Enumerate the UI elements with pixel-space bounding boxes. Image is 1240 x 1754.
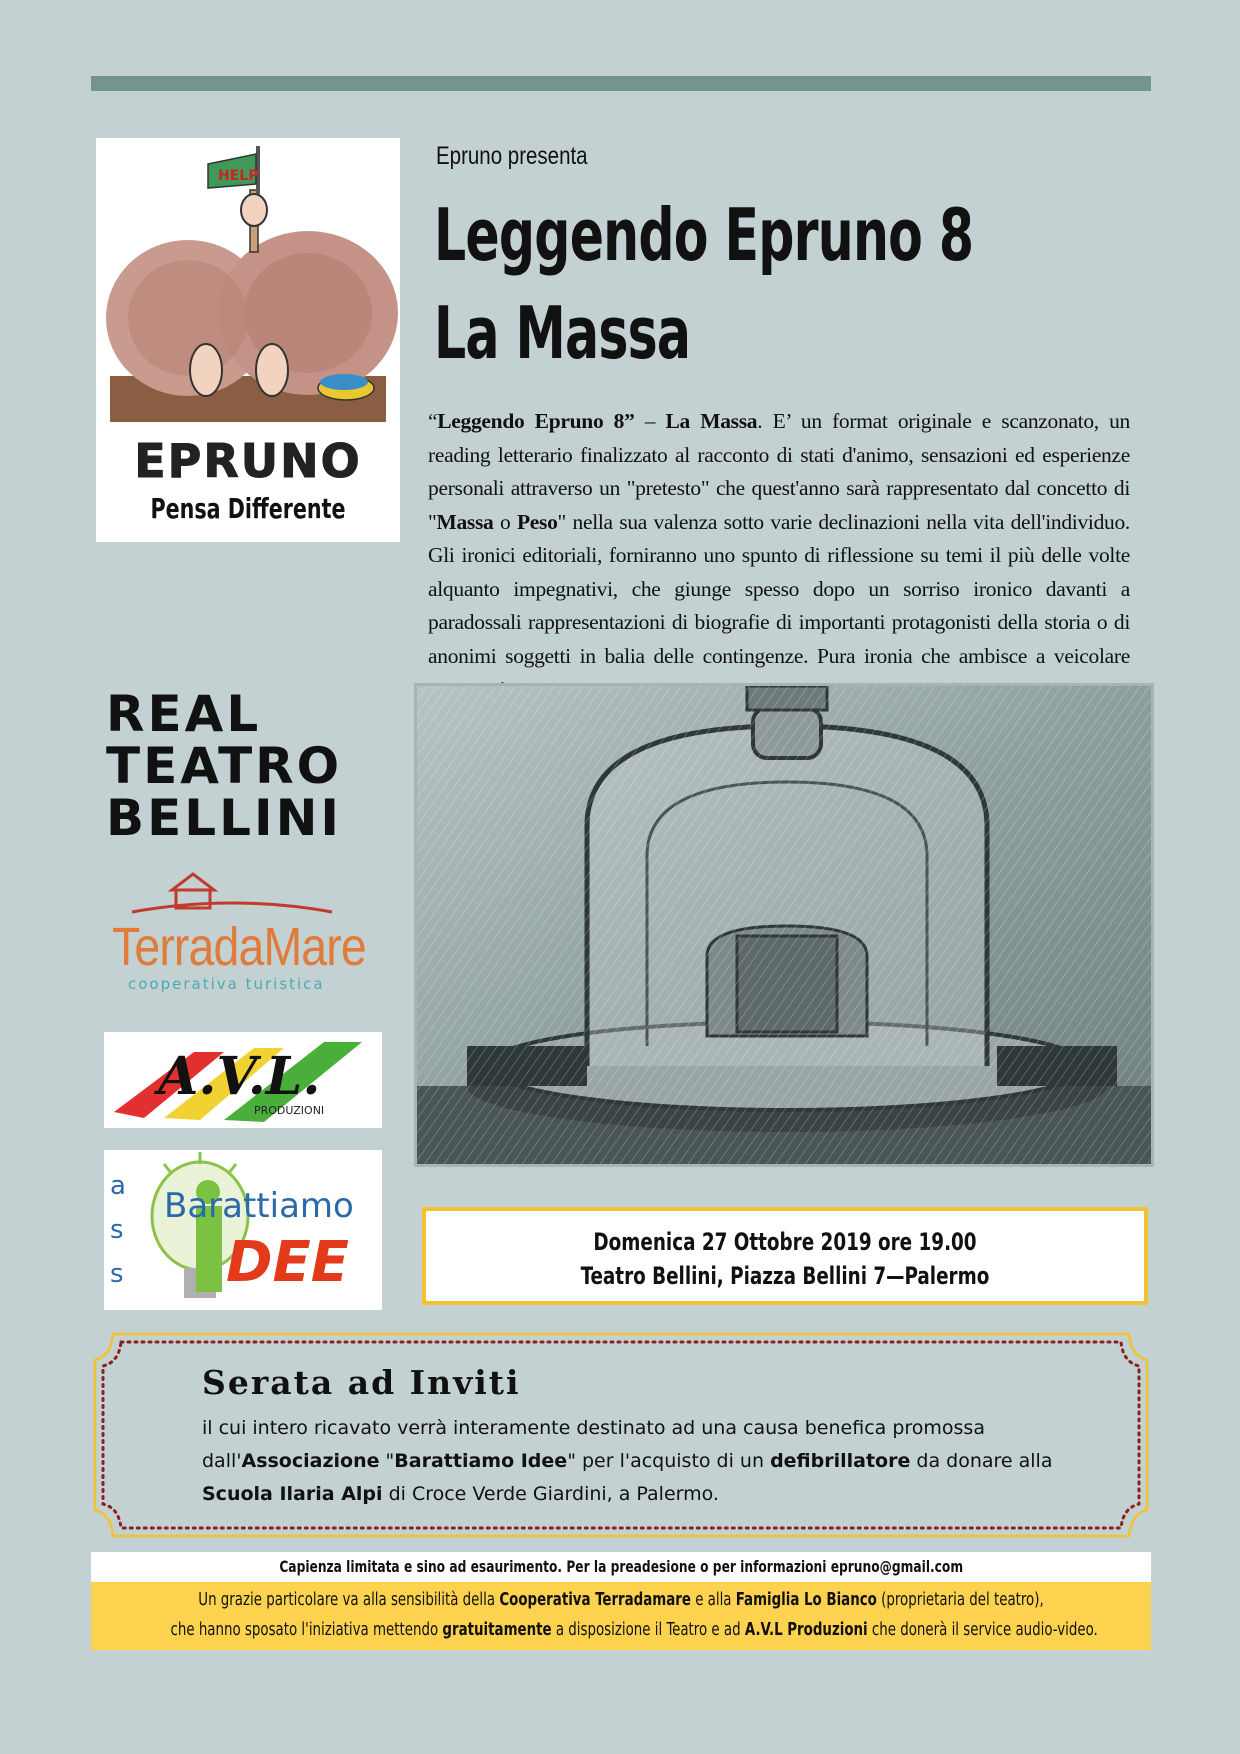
invite-bold-scuola: Scuola Ilaria Alpi <box>202 1483 383 1505</box>
terradamare-logo <box>112 868 382 1004</box>
invite-text-1: il cui intero ricavato verrà interamente destinato ad una causa benefica promossa dall' <box>202 1417 985 1472</box>
invite-description <box>202 1412 1102 1511</box>
invite-text-5: di Croce Verde Giardini, a Palermo. <box>382 1483 719 1505</box>
ack-text-4: che hanno sposato l'iniziativa mettendo <box>170 1620 443 1640</box>
ass-letter-3: s <box>110 1259 124 1289</box>
avl-text: A.V.L. <box>158 1046 321 1107</box>
desc-text-1: . E’ un format originale e scanzonato, un reading letterario finalizzato al racconto di stati d'animo, sensazioni ed esperienze personali attraverso un "pretesto" che quest'anno sarà rappresentato dal concetto di " <box>428 409 1131 534</box>
terradamare-sub: cooperativa turistica <box>128 975 325 993</box>
desc-text-2: " nella sua valenza sotto varie declinazioni nella vita dell'individuo. Gli ironici editoriali, forniranno uno spunto di riflessione su temi il più delle volte alquanto impegnativi, che giunge spesso dopo un sorriso ironico davanti a paradossali rappresentazioni di biografie di importanti protagonisti della storia o di anonimi soggetti in balia delle contingenze. Pura ironia che ambisce a veicolare <box>428 509 1130 668</box>
avl-sub: PRODUZIONI <box>254 1104 325 1117</box>
acknowledgement-line-1 <box>171 1585 1072 1615</box>
desc-bold-subtitle: La Massa <box>665 409 758 433</box>
invite-text-2: " <box>379 1450 395 1472</box>
avl-produzioni-logo <box>104 1032 382 1128</box>
event-place: Teatro Bellini, Piazza Bellini 7—Palermo <box>580 1262 990 1290</box>
acknowledgement-line-2 <box>170 1615 1098 1645</box>
real-teatro-bellini-logo <box>106 685 370 848</box>
invite-bold-defibrillatore: defibrillatore <box>770 1450 911 1472</box>
ass-letter-2: s <box>110 1215 124 1245</box>
terradamare-building-icon <box>112 868 382 914</box>
ack-text-5: a disposizione il Teatro e ad <box>551 1620 745 1640</box>
desc-dash: – <box>634 409 666 433</box>
event-date: Domenica 27 Ottobre 2019 ore 19.00 <box>593 1228 977 1256</box>
barattiamo-text: Barattiamo <box>164 1186 354 1226</box>
bell-jar-photo <box>417 686 1151 1164</box>
ack-bold-avl: A.V.L Produzioni <box>744 1620 868 1640</box>
presenter-line: Epruno presenta <box>436 142 588 170</box>
bellini-line-1: REAL <box>106 685 262 743</box>
desc-quote: “ <box>428 409 438 433</box>
capacity-notice-bar <box>91 1552 1151 1582</box>
barattiamo-idee-logo <box>104 1150 382 1310</box>
invite-bold-barattiamo: Barattiamo Idee <box>394 1450 568 1472</box>
idee-text: DEE <box>226 1230 349 1295</box>
invite-title: Serata ad Inviti <box>202 1363 521 1402</box>
ass-letter-1: a <box>110 1171 126 1201</box>
title-line-1: Leggendo Epruno 8 <box>434 193 974 277</box>
bellini-line-3: BELLINI <box>106 789 343 847</box>
title-line-2: La Massa <box>434 291 691 375</box>
ack-bold-lobianco: Famiglia Lo Bianco <box>735 1590 877 1610</box>
invite-bold-associazione: Associazione <box>241 1450 380 1472</box>
epruno-logo <box>96 138 400 542</box>
bell-jar-illustration <box>417 686 1151 1164</box>
top-decorative-bar <box>91 76 1151 91</box>
invite-text-4: da donare alla <box>910 1450 1053 1472</box>
page-title <box>434 186 973 382</box>
ack-text-6: che donerà il service audio-video. <box>867 1620 1098 1640</box>
ack-text-2: e alla <box>690 1590 736 1610</box>
ack-text-3: (proprietaria del teatro), <box>876 1590 1044 1610</box>
capacity-notice: Capienza limitata e sino ad esaurimento. Per la preadesione o per informazioni epruno@gmail.com <box>279 1557 963 1576</box>
desc-o: o <box>493 509 517 534</box>
desc-bold-massa: Massa <box>436 509 494 534</box>
ack-bold-gratuitamente: gratuitamente <box>442 1620 552 1640</box>
epruno-brand-text: EPRUNO <box>134 434 362 488</box>
ack-bold-terradamare: Cooperativa Terradamare <box>499 1590 691 1610</box>
invite-text-3: " per l'acquisto di un <box>567 1450 771 1472</box>
acknowledgements-bar <box>91 1582 1151 1650</box>
desc-bold-title: Leggendo Epruno 8” <box>437 409 635 433</box>
event-date-box <box>422 1207 1148 1305</box>
ack-text-1: Un grazie particolare va alla sensibilità della <box>198 1590 500 1610</box>
event-description <box>428 405 1130 707</box>
bellini-line-2: TEATRO <box>106 737 343 795</box>
terradamare-text: TerradaMare <box>112 917 366 977</box>
epruno-tagline: Pensa Differente <box>150 492 346 525</box>
epruno-flag-text: HELP <box>218 168 259 184</box>
desc-bold-peso: Peso <box>516 509 558 534</box>
